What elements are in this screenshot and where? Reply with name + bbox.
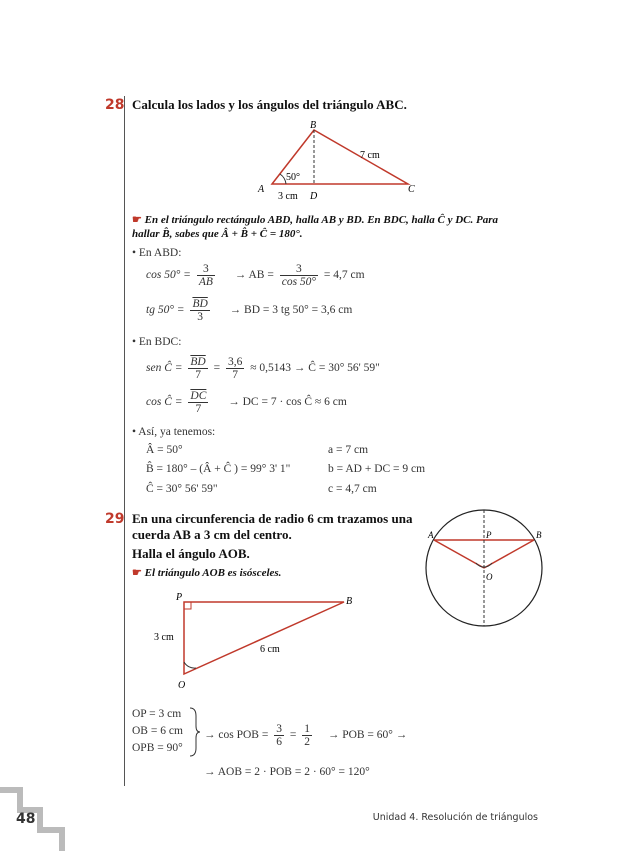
label-p: P bbox=[486, 530, 492, 540]
equation-senC: sen Ĉ = $\frac{\overline{BD}}{7}$ = $\frac{3,6}{7}$ ≈ 0,5143 → Ĉ = 30° 56' 59" bbox=[146, 356, 380, 381]
result-right: a = 7 cm bbox=[328, 444, 369, 456]
page-number: 48 bbox=[16, 811, 36, 827]
label-b: B bbox=[310, 120, 317, 131]
triangle-pob-figure bbox=[150, 588, 370, 692]
result-left: B̂ = 180° – (Â + Ĉ ) = 99° 3' 1" bbox=[146, 463, 291, 475]
equation-tg50: tg 50° = $\frac{\overline{BD}}{3}$ → BD = 3 tg 50° = 3,6 cm bbox=[146, 298, 353, 323]
problem-title: Halla el ángulo AOB. bbox=[132, 546, 250, 561]
equation-cos50: cos 50° = $\frac{3}{AB}$ → AB = $\frac{3}{\cos 50^\circ}$ = 4,7 cm bbox=[146, 263, 365, 288]
result-left: Ĉ = 30° 56' 59" bbox=[146, 483, 218, 495]
result-left: Â = 50° bbox=[146, 444, 183, 456]
label-3cm: 3 cm bbox=[278, 191, 298, 202]
label-p: P bbox=[176, 592, 183, 603]
hint-line-1: ☛ En el triángulo rectángulo ABD, halla AB y BD. En BDC, halla Ĉ y DC. Para bbox=[132, 214, 499, 226]
problem-title: En una circunferencia de radio 6 cm trazamos una bbox=[132, 511, 413, 526]
given-op: OP = 3 cm bbox=[132, 708, 182, 720]
label-c: C bbox=[408, 184, 415, 195]
equation-cosC: cos Ĉ = $\frac{\overline{DC}}{7}$ → DC = 7 · cos Ĉ ≈ 6 cm bbox=[146, 390, 347, 415]
hint-isosceles: ☛ El triángulo AOB es isósceles. bbox=[132, 567, 282, 579]
hint-line-2: hallar B̂, sabes que Â + B̂ + Ĉ = 180°. bbox=[132, 228, 303, 240]
problem-number: 28 bbox=[105, 97, 125, 113]
label-b: B bbox=[346, 596, 353, 607]
label-d: D bbox=[310, 191, 318, 202]
corner-decoration bbox=[0, 760, 80, 851]
solution-line-2: → AOB = 2 · POB = 2 · 60° = 120° bbox=[204, 766, 370, 778]
margin-rule bbox=[124, 96, 125, 786]
bullet-bdc: • En BDC: bbox=[132, 336, 182, 348]
bullet-abd: • En ABD: bbox=[132, 247, 182, 259]
given-ob: OB = 6 cm bbox=[132, 725, 183, 737]
label-6cm: 6 cm bbox=[260, 644, 280, 655]
solution-line-1: → cos POB = $\frac{3}{6}$ = $\frac{1}{2}$ → POB = 60° → bbox=[204, 723, 408, 748]
circle-figure bbox=[424, 508, 550, 636]
label-50deg: 50° bbox=[286, 172, 300, 183]
problem-title: cuerda AB a 3 cm del centro. bbox=[132, 527, 292, 542]
result-right: c = 4,7 cm bbox=[328, 483, 377, 495]
brace-icon bbox=[188, 706, 200, 758]
problem-title: Calcula los lados y los ángulos del triángulo ABC. bbox=[132, 97, 407, 112]
triangle-abc-figure bbox=[250, 118, 430, 204]
label-3cm: 3 cm bbox=[154, 632, 174, 643]
label-7cm: 7 cm bbox=[360, 150, 380, 161]
label-o: O bbox=[178, 680, 186, 691]
bullet-results: • Así, ya tenemos: bbox=[132, 426, 216, 438]
label-a: A bbox=[258, 184, 265, 195]
footer-unit: Unidad 4. Resolución de triángulos bbox=[372, 812, 538, 823]
result-right: b = AD + DC = 9 cm bbox=[328, 463, 426, 475]
problem-number: 29 bbox=[105, 511, 125, 527]
given-opb: OPB = 90° bbox=[132, 742, 183, 754]
label-a: A bbox=[428, 530, 434, 540]
label-o: O bbox=[486, 572, 493, 582]
label-b: B bbox=[536, 530, 542, 540]
